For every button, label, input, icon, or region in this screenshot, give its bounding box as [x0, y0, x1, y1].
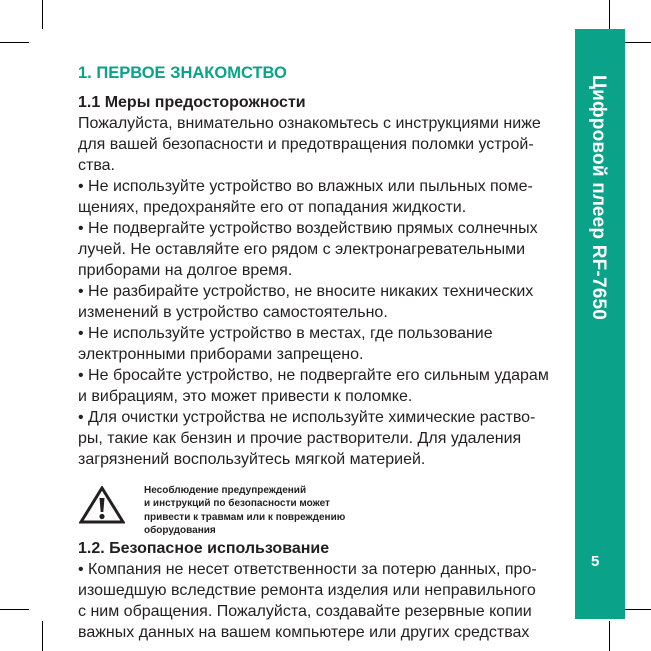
crop-mark	[42, 621, 43, 651]
text-line: и вибрациям, это может привести к поломке.	[78, 388, 413, 405]
text-line: приборами на долгое время.	[78, 262, 293, 279]
warning-text	[144, 484, 345, 537]
text-line: лучей. Не оставляйте его рядом с электронагревательными	[78, 241, 526, 258]
text-line: Пожалуйста, внимательно ознакомьтесь с инструкциями ниже	[78, 115, 541, 132]
main-content	[78, 62, 558, 643]
text-line: загрязнений воспользуйтесь мягкой материей.	[78, 451, 426, 468]
text-line: • Не используйте устройство в местах, где пользование	[78, 325, 493, 342]
text-line: для вашей безопасности и предотвращения поломки устрой-	[78, 136, 534, 153]
warning-triangle-icon	[79, 486, 125, 524]
warning-box	[78, 484, 558, 536]
warning-line: привести к травмам или к повреждению	[144, 511, 346, 523]
warning-line: и инструкций по безопасности может	[144, 498, 330, 510]
text-line: ры, такие как бензин и прочие растворители. Для удаления	[78, 430, 522, 447]
text-line: с ним обращения. Пожалуйста, создавайте резервные копии	[78, 603, 532, 620]
crop-mark	[609, 0, 610, 29]
text-line: ства.	[78, 157, 115, 174]
text-line: • Не разбирайте устройство, не вносите никаких технических	[78, 283, 534, 300]
crop-mark	[621, 609, 651, 610]
subsection-title-safe-use: 1.2. Безопасное использование	[78, 540, 330, 557]
crop-mark	[42, 0, 43, 29]
crop-mark	[0, 609, 29, 610]
text-line: щениях, предохраняйте его от попадания жидкости.	[78, 199, 467, 216]
text-line: • Не используйте устройство во влажных или пыльных поме-	[78, 178, 533, 195]
warning-line: Несоблюдение предупреждений	[144, 485, 307, 496]
precautions-text	[78, 113, 558, 470]
crop-mark	[609, 621, 610, 651]
subsection-title-precautions: 1.1 Меры предосторожности	[78, 94, 306, 111]
page-number: 5	[591, 553, 600, 570]
section-title: 1. ПЕРВОЕ ЗНАКОМСТВО	[78, 64, 287, 82]
crop-mark	[0, 42, 29, 43]
crop-mark	[621, 42, 651, 43]
text-line: • Не подвергайте устройство воздействию прямых солнечных	[78, 220, 538, 237]
sidebar-title: Цифровой плеер RF-7650	[588, 75, 609, 321]
safe-use-text	[78, 559, 558, 643]
text-line: • Компания не несет ответственности за потерю данных, про-	[78, 561, 537, 578]
text-line: электронными приборами запрещено.	[78, 346, 364, 363]
text-line: изошедшую вследствие ремонта изделия или неправильного	[78, 582, 536, 599]
text-line: важных данных на вашем компьютере или других средствах	[78, 624, 530, 641]
text-line: изменений в устройство самостоятельно.	[78, 304, 388, 321]
text-line: • Не бросайте устройство, не подвергайте его сильным ударам	[78, 367, 549, 384]
warning-line: оборудования	[144, 524, 216, 536]
text-line: • Для очистки устройства не используйте химические раство-	[78, 409, 536, 426]
